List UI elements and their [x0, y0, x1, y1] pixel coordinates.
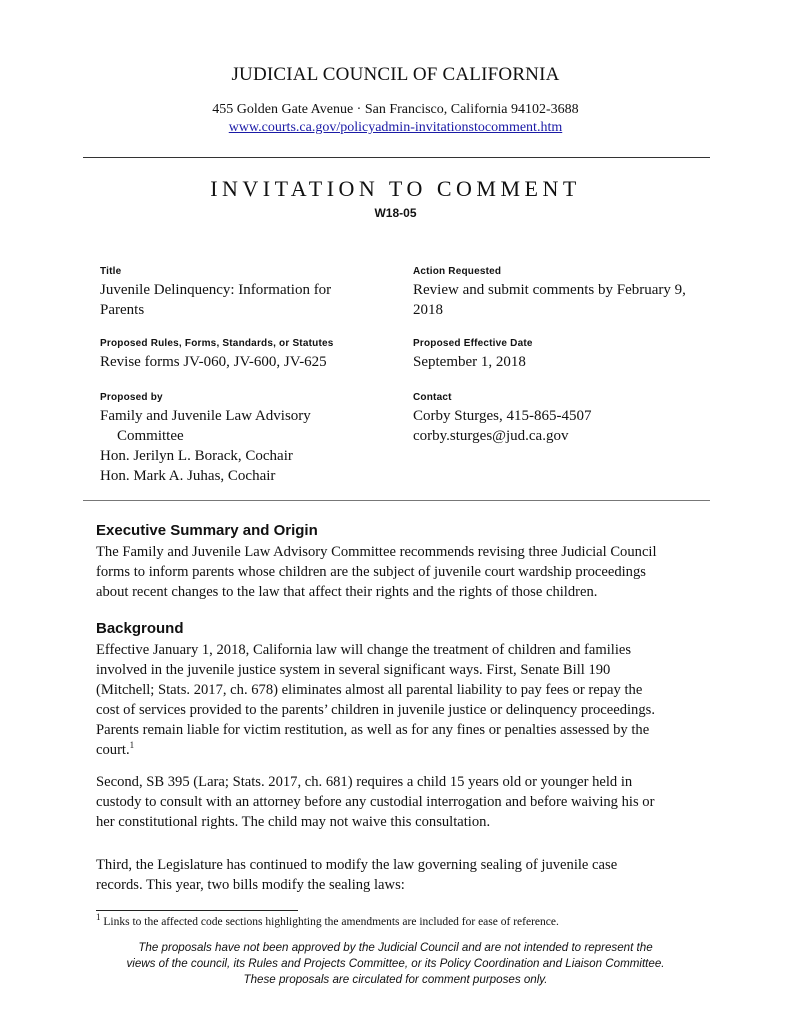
title-value: Juvenile Delinquency: Information for Parents — [100, 282, 332, 318]
title-label: Title — [100, 266, 122, 277]
background-paragraph-2: Second, SB 395 (Lara; Stats. 2017, ch. 681) requires a child 15 years old or younger held in custody to consult with an attorney before any custodial interrogation and before waiving his or her constitutional rights. The child may not waive this consultation. — [96, 774, 655, 830]
org-address: 455 Golden Gate Avenue · San Francisco, California 94102-3688 — [212, 102, 579, 117]
executive-summary-paragraph: The Family and Juvenile Law Advisory Committee recommends revising three Judicial Council forms to inform parents whose children are the subject of juvenile court wardship proceedings about recent changes to the law that affect their rights and the rights of those children. — [96, 544, 657, 600]
rules-label: Proposed Rules, Forms, Standards, or Statutes — [100, 338, 334, 349]
invitations-url-link[interactable]: www.courts.ca.gov/policyadmin-invitationstocomment.htm — [228, 120, 563, 135]
contact-label: Contact — [413, 392, 452, 403]
footnote-marker: 1 — [129, 740, 135, 751]
rules-value: Revise forms JV-060, JV-600, JV-625 — [100, 354, 327, 370]
effective-date-value: September 1, 2018 — [413, 354, 526, 370]
executive-summary-heading: Executive Summary and Origin — [96, 522, 318, 539]
background-paragraph-1: Effective January 1, 2018, California law will change the treatment of children and families involved in the juvenile justice system in several significant ways. First, Senate Bill 190 (Mitchell; Stats. 2017, ch. 678) eliminates almost all parental liability to pay fees or repay the cost of services provided to the parents’ children in juvenile justice or delinquency proceedings. Parents remain liable for victim restitution, as well as for any fines or penalties assessed by the court.$^1$ — [96, 642, 655, 758]
proposed-by-value: Family and Juvenile Law Advisory Committee Hon. Jerilyn L. Borack, Cochair Hon. Mark A. Juhas, Cochair — [100, 408, 311, 484]
document-type-title: INVITATION TO COMMENT — [210, 176, 581, 201]
background-heading: Background — [96, 620, 184, 637]
action-label: Action Requested — [413, 266, 502, 277]
footnote: $^1$ Links to the affected code sections highlighting the amendments are included for ease of reference. — [96, 912, 559, 928]
header-divider — [83, 157, 710, 158]
footnote-divider — [96, 910, 298, 911]
org-name: JUDICIAL COUNCIL OF CALIFORNIA — [231, 64, 560, 85]
effective-date-label: Proposed Effective Date — [413, 338, 533, 349]
document-number: W18-05 — [374, 206, 417, 220]
contact-value: Corby Sturges, 415-865-4507 corby.sturges@jud.ca.gov — [413, 408, 592, 444]
action-value: Review and submit comments by February 9, 2018 — [413, 282, 686, 318]
fields-divider — [83, 500, 710, 501]
proposed-by-label: Proposed by — [100, 392, 163, 403]
disclaimer: The proposals have not been approved by the Judicial Council and are not intended to represent the views of the council, its Rules and Projects Committee, or its Policy Coordination and Liaison Committee. These proposals are circulated for comment purposes only. — [126, 941, 665, 986]
background-paragraph-3: Third, the Legislature has continued to modify the law governing sealing of juvenile case records. This year, two bills modify the sealing laws: — [96, 857, 618, 893]
